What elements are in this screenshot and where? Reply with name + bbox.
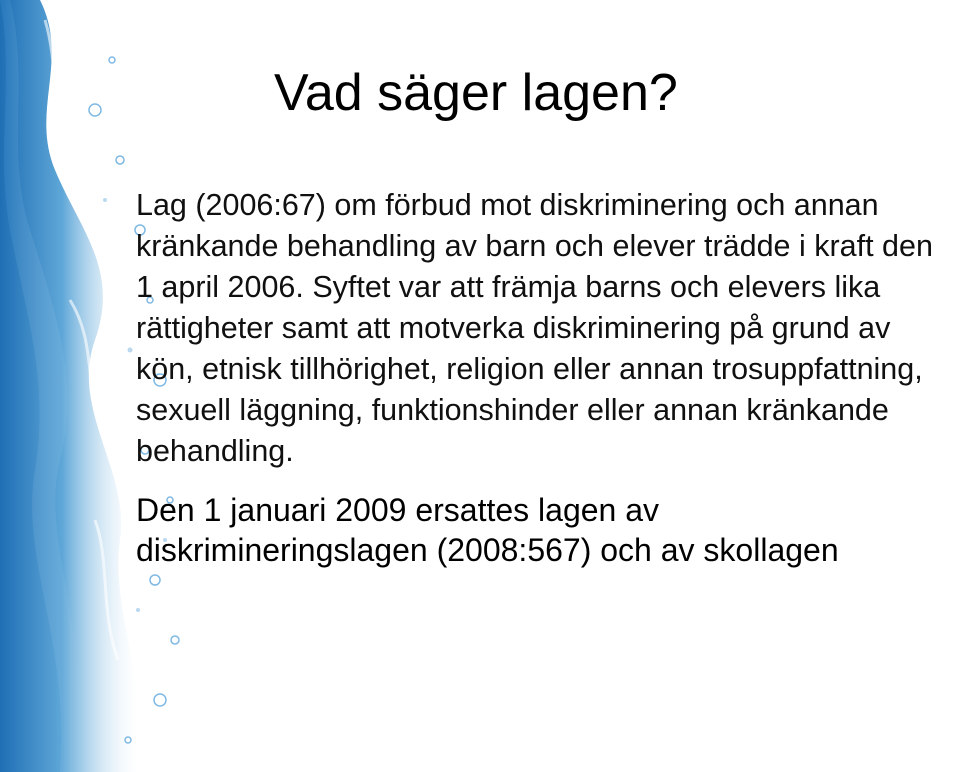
- slide-body: [136, 185, 951, 570]
- body-paragraph: Lag (2006:67) om förbud mot diskriminering och annan kränkande behandling av barn och elever trädde i kraft den 1 april 2006. Syftet var att främja barns och elevers lika rättigheter samt att motverka diskriminering på grund av kön, etnisk tillhörighet, religion eller annan trosuppfattning, sexuell läggning, funktionshinder eller annan kränkande behandling.: [136, 188, 933, 468]
- body-paragraph: Den 1 januari 2009 ersattes lagen av diskrimineringslagen (2008:567) och av skollagen: [136, 492, 839, 568]
- slide-title: Vad säger lagen?: [274, 64, 678, 122]
